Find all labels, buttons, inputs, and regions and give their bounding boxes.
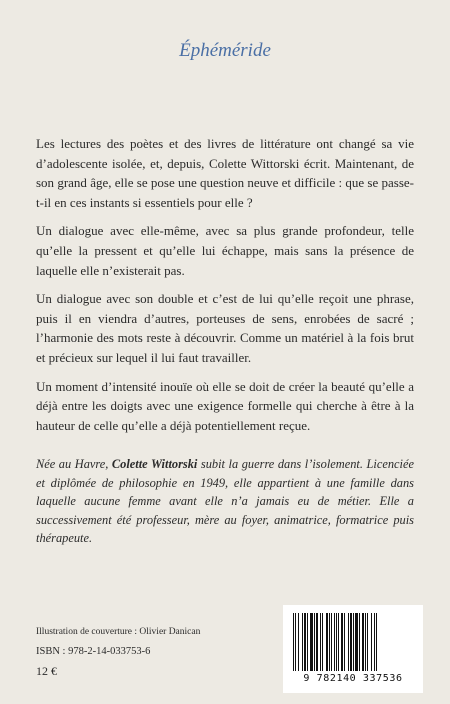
barcode <box>283 605 423 693</box>
barcode-bar <box>310 613 313 671</box>
barcode-bar <box>304 613 306 671</box>
barcode-bar <box>376 613 377 671</box>
blurb-paragraph-4: Un moment d’intensité inouïe où elle se doit de créer la beauté qu’elle a déjà entre les doigts avec une exigence formelle qui cherche à être à la hauteur de celle qu’elle a déjà potentiellement reçue. <box>36 378 414 433</box>
barcode-bar <box>362 613 364 671</box>
author-bio <box>36 455 414 548</box>
barcode-bar <box>298 613 299 671</box>
barcode-digits: 9 782140 337536 <box>303 673 403 684</box>
barcode-bar <box>374 613 375 671</box>
barcode-bar <box>320 613 321 671</box>
barcode-bar <box>329 613 330 671</box>
barcode-bars <box>291 613 415 673</box>
barcode-bar <box>355 613 358 671</box>
barcode-bar <box>344 613 345 671</box>
barcode-bar <box>322 613 323 671</box>
bio-text: subit la guerre dans l’isolement. Licenciée et diplômée de philosophie en 1949, elle appartient à une famille dans laquelle aucune femme avant elle n’a jamais eu de métier. Elle a successivement été professeur, mère au foyer, animatrice, formatrice puis thérapeute. <box>36 457 414 546</box>
bio-intro: Née au Havre, <box>36 457 112 471</box>
barcode-bar <box>307 613 308 671</box>
isbn-number: ISBN : 978-2-14-033753-6 <box>36 646 151 657</box>
blurb-paragraph-3: Un dialogue avec son double et c’est de lui qu’elle reçoit une phrase, puis il en viendra d’autres, porteuses de sens, enrobées de sacré ; l’harmonie des mots reste à découvrir. Comme un matériel à la fois brut et précieux sur lequel il lui faut travailler. <box>36 291 414 365</box>
back-cover-blurb <box>36 134 414 444</box>
barcode-bar <box>353 613 354 671</box>
barcode-bar <box>359 613 360 671</box>
barcode-bar <box>367 613 368 671</box>
barcode-bar <box>365 613 366 671</box>
barcode-bar <box>295 613 296 671</box>
barcode-bar <box>338 613 339 671</box>
barcode-bar <box>314 613 315 671</box>
barcode-bar <box>371 613 372 671</box>
barcode-bar <box>293 613 294 671</box>
blurb-paragraph-1: Les lectures des poètes et des livres de littérature ont changé sa vie d’adolescente isolée, et, depuis, Colette Wittorski écrit. Maintenant, de son grand âge, elle se pose une question neuve et difficile : que se passe-t-il en ces instants si essentiels pour elle ? <box>36 136 414 210</box>
cover-credit: Illustration de couverture : Olivier Danican <box>36 627 201 637</box>
blurb-paragraph-2: Un dialogue avec elle-même, avec sa plus grande profondeur, telle qu’elle la pressent et qu’elle lui échappe, mais sans la présence de laquelle elle n’existerait pas. <box>36 223 414 278</box>
barcode-bar <box>336 613 337 671</box>
price: 12 € <box>36 664 57 678</box>
book-title: Éphéméride <box>179 40 271 61</box>
barcode-bar <box>341 613 343 671</box>
barcode-bar <box>302 613 303 671</box>
barcode-bar <box>326 613 328 671</box>
barcode-bar <box>316 613 318 671</box>
barcode-bar <box>334 613 335 671</box>
author-name: Colette Wittorski <box>111 457 198 471</box>
barcode-bar <box>350 613 352 671</box>
barcode-bar <box>348 613 349 671</box>
barcode-bar <box>331 613 332 671</box>
